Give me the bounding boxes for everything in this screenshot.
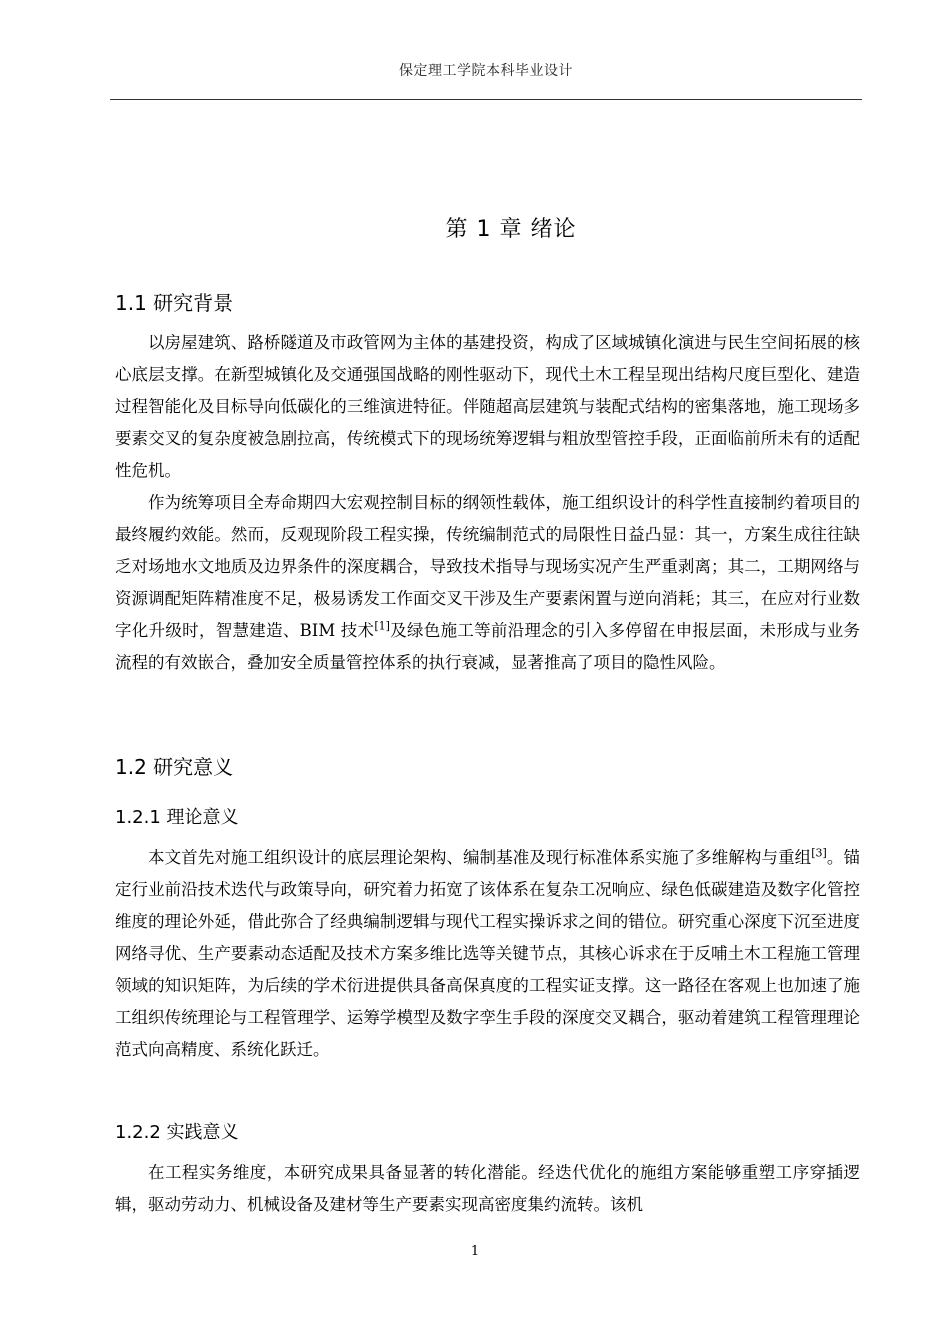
page-number: 1 [470, 1244, 480, 1259]
subsection-heading-1-2-2: 1.2.2 实践意义 [115, 1122, 239, 1143]
page-header: 保定理工学院本科毕业设计 [399, 63, 573, 79]
text-segment: 。锚定行业前沿技术迭代与政策导向，研究着力拓宽了该体系在复杂工况响应、绿色低碳建造及数字化管控维度的理论外延，借此弥合了经典编制逻辑与现代工程实操诉求之间的错位。研究重心深度下沉至进度网络寻优、生产要素动态适配及技术方案多维比选等关键节点，其核心诉求在于反哺土木工程施工管理领域的知识矩阵，为后续的学术衍进提供具备高保真度的工程实证支撑。这一路径在客观上也加速了施工组织传统理论与工程管理学、运筹学模型及数字孪生手段的深度交叉耦合，驱动着建筑工程管理理论范式向高精度、系统化跃迁。 [115, 848, 861, 1059]
text-segment: 本文首先对施工组织设计的底层理论架构、编制基准及现行标准体系实施了多维解构与重组 [148, 848, 812, 867]
chapter-title: 第 1 章 绪论 [445, 217, 577, 242]
paragraph-background-1: 以房屋建筑、路桥隧道及市政管网为主体的基建投资，构成了区域城镇化演进与民生空间拓展的核心底层支撑。在新型城镇化及交通强国战略的刚性驱动下，现代土木工程呈现出结构尺度巨型化、建造过程智能化及目标导向低碳化的三维演进特征。伴随超高层建筑与装配式结构的密集落地，施工现场多要素交叉的复杂度被急剧拉高，传统模式下的现场统筹逻辑与粗放型管控手段，正面临前所未有的适配性危机。 [115, 333, 860, 480]
section-heading-1-2: 1.2 研究意义 [115, 755, 234, 779]
text-segment: 作为统筹项目全寿命期四大宏观控制目标的纲领性载体，施工组织设计的科学性直接制约着项目的最终履约效能。然而，反观现阶段工程实操，传统编制范式的局限性日益凸显：其一，方案生成往往缺乏对场地水文地质及边界条件的深度耦合，导致技术指导与现场实况产生严重剥离；其二，工期网络与资源调配矩阵精准度不足，极易诱发工作面交叉干涉及生产要素闲置与逆向消耗；其三，在应对行业数字化升级时，智慧建造、BIM 技术 [115, 493, 860, 640]
section-heading-1-1: 1.1 研究背景 [115, 291, 234, 315]
text-segment: 及绿色施工等前沿理念的引入多停留在申报层面，未形成与业务流程的有效嵌合，叠加安全质量管控体系的执行衰减，显著推高了项目的隐性风险。 [115, 621, 860, 672]
subsection-heading-1-2-1: 1.2.1 理论意义 [115, 807, 239, 828]
citation-ref: [1] [374, 619, 390, 633]
paragraph-practice: 在工程实务维度，本研究成果具备显著的转化潜能。经迭代优化的施组方案能够重塑工序穿插逻辑，驱动劳动力、机械设备及建材等生产要素实现高密度集约流转。该机 [115, 1163, 860, 1214]
paragraph-background-2 [115, 487, 860, 679]
header-divider [110, 99, 862, 100]
citation-ref: [3] [811, 846, 827, 860]
paragraph-theory [115, 842, 860, 1066]
